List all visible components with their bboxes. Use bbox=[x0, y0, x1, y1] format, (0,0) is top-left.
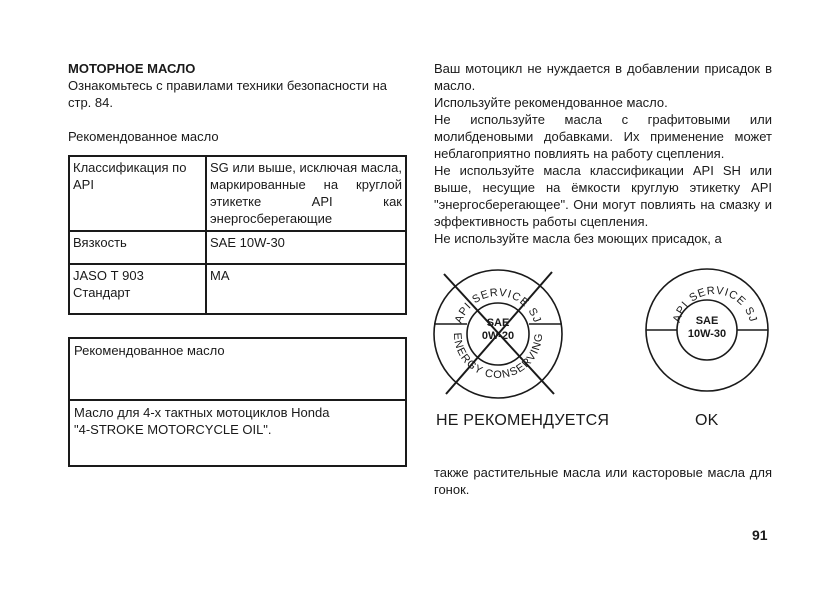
paragraph: Не используйте масла классификации API SH или выше, несущие на ёмкости круглую этикетку API "энергосберегающее". Они могут повлиять на смазку и эффективность работы сцепления. bbox=[434, 163, 772, 229]
sae-label: SAE bbox=[695, 315, 719, 327]
table-cell-value: MA bbox=[206, 264, 406, 314]
ok-label: OK bbox=[695, 412, 719, 429]
table-row bbox=[69, 231, 406, 264]
safety-note: Ознакомьтесь с правилами техники безопасности на стр. 84. bbox=[68, 78, 388, 110]
rec-box-line: Масло для 4-х тактных мотоциклов Honda bbox=[74, 405, 330, 420]
oil-spec-table bbox=[68, 155, 407, 315]
paragraph: Используйте рекомендованное масло. bbox=[434, 95, 668, 110]
arc-text-top: API SERVICE SJ bbox=[670, 284, 760, 324]
left-column bbox=[68, 60, 408, 315]
table-caption: Рекомендованное масло bbox=[68, 129, 219, 144]
table-row bbox=[69, 156, 406, 231]
page-number: 91 bbox=[752, 527, 768, 543]
arc-text-top: API SERVICE SJ bbox=[452, 286, 544, 325]
recommended-oil-box bbox=[68, 337, 407, 467]
sae-label: SAE bbox=[486, 317, 510, 329]
emblem-graphics bbox=[432, 268, 777, 408]
section-heading: МОТОРНОЕ МАСЛО bbox=[68, 61, 196, 76]
table-cell-key: JASO Т 903 Стандарт bbox=[69, 264, 206, 314]
paragraph: Не используйте масла без моющих присадок, а bbox=[434, 231, 722, 246]
table-cell-key: Вязкость bbox=[69, 231, 206, 264]
right-column bbox=[434, 60, 772, 247]
arc-text-bottom: ENERGY CONSERVING bbox=[450, 332, 546, 381]
table-cell-value: SG или выше, исключая масла, маркированные на круглой этикетке API как энергосберегающие bbox=[206, 156, 406, 231]
rec-box-line: "4-STROKE MOTORCYCLE OIL". bbox=[74, 422, 272, 437]
paragraph: Ваш мотоцикл не нуждается в добавлении присадок в масло. bbox=[434, 61, 772, 93]
paragraph: Не используйте масла с графитовыми или молибденовыми добавками. Их применение может неблагоприятно повлиять на работу сцепления. bbox=[434, 112, 772, 161]
rec-box-title: Рекомендованное масло bbox=[70, 339, 405, 401]
viscosity-grade: 0W-20 bbox=[481, 330, 515, 342]
paragraph-continuation: также растительные масла или касторовые масла для гонок. bbox=[434, 465, 772, 497]
table-cell-value: SAE 10W-30 bbox=[206, 231, 406, 264]
table-cell-key: Классификация по API bbox=[69, 156, 206, 231]
api-emblems bbox=[432, 268, 777, 443]
viscosity-grade: 10W-30 bbox=[687, 328, 727, 340]
rec-box-body bbox=[70, 401, 405, 441]
not-recommended-label: НЕ РЕКОМЕНДУЕТСЯ bbox=[436, 412, 610, 429]
table-row bbox=[69, 264, 406, 314]
